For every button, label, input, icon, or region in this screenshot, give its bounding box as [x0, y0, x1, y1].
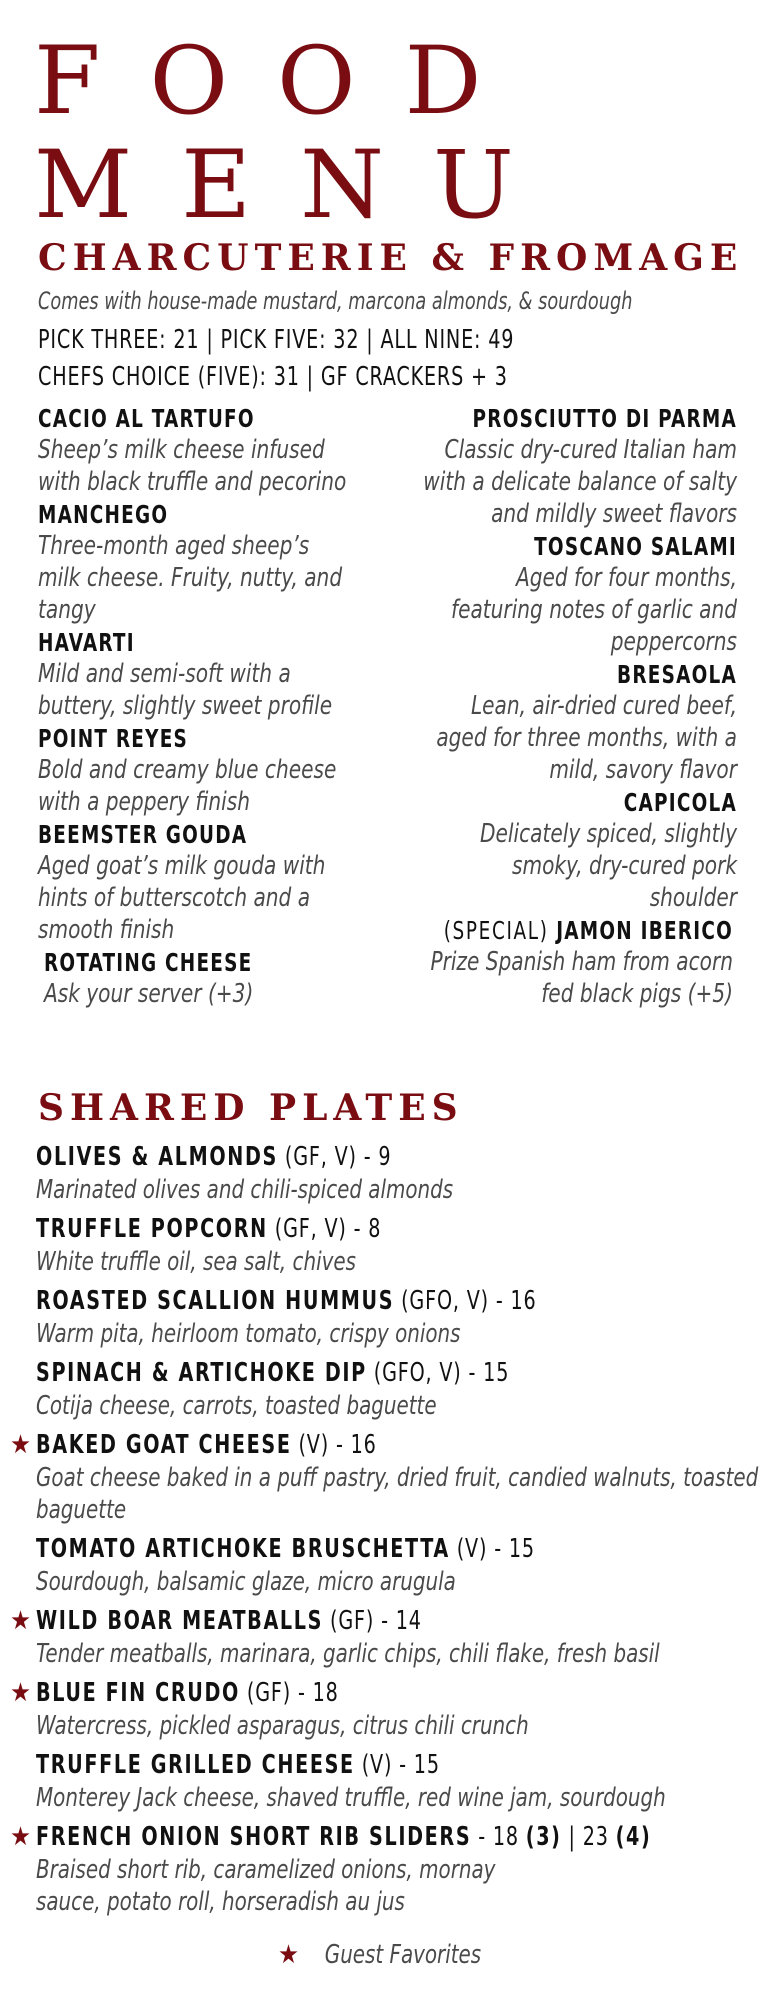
legend-label: Guest Favorites	[324, 1940, 482, 1970]
star-icon: ★	[10, 1430, 31, 1460]
item-desc: Aged for four months, featuring notes of garlic and peppercorns	[451, 563, 737, 657]
charcuterie-item	[372, 788, 737, 914]
item-desc: Prize Spanish ham from acorn fed black pigs (+5)	[430, 947, 733, 1009]
plate-info: (GFO, V) - 15	[366, 1358, 510, 1388]
title-line-2: MENU	[34, 131, 563, 240]
plate-info: - 18	[471, 1822, 526, 1852]
plate-desc: White truffle oil, sea salt, chives	[36, 1247, 356, 1277]
plate-desc: Marinated olives and chili-spiced almonds	[36, 1175, 454, 1205]
plate-name: BLUE FIN CRUDO	[36, 1678, 241, 1708]
item-desc: Bold and creamy blue cheese with a peppery finish	[38, 755, 337, 817]
plate-info: (V) - 15	[354, 1750, 440, 1780]
plate-title	[36, 1676, 626, 1710]
star-icon: ★	[10, 1678, 31, 1708]
item-name: ROTATING CHEESE	[44, 948, 253, 977]
list-item	[36, 1140, 756, 1206]
charcuterie-item	[38, 724, 403, 818]
shared-plates-heading: SHARED PLATES	[38, 1087, 464, 1129]
star-icon: ★	[10, 1606, 31, 1636]
item-name: MANCHEGO	[38, 500, 169, 529]
plate-name: TRUFFLE GRILLED CHEESE	[36, 1750, 355, 1780]
plate-name: FRENCH ONION SHORT RIB SLIDERS	[36, 1822, 472, 1852]
title-line-1: FOOD	[34, 27, 531, 136]
list-item	[10, 1676, 756, 1742]
plate-name: OLIVES & ALMONDS	[36, 1142, 279, 1172]
plate-title	[36, 1820, 652, 1854]
item-desc: Ask your server (+3)	[44, 979, 254, 1009]
plate-info: (GF, V) - 9	[278, 1142, 392, 1172]
plate-desc: Tender meatballs, marinara, garlic chips, chili flake, fresh basil	[36, 1639, 660, 1669]
item-desc: Lean, air-dried cured beef, aged for three months, with a mild, savory flavor	[436, 691, 737, 785]
list-item	[36, 1284, 756, 1350]
item-desc: Sheep’s milk cheese infused with black truffle and pecorino	[38, 435, 347, 497]
item-name: POINT REYES	[38, 724, 189, 753]
plate-desc: Braised short rib, caramelized onions, mornay sauce, potato roll, horseradish au jus	[36, 1855, 496, 1917]
item-desc: Aged goat’s milk gouda with hints of butterscotch and a smooth finish	[38, 851, 326, 945]
item-name: CAPICOLA	[623, 788, 737, 817]
plate-name: TRUFFLE POPCORN	[36, 1214, 268, 1244]
list-item	[36, 1748, 756, 1814]
item-name: BEEMSTER GOUDA	[38, 820, 248, 849]
charcuterie-item	[372, 404, 737, 530]
list-item	[36, 1356, 756, 1422]
plate-info: (GF, V) - 8	[267, 1214, 382, 1244]
item-name: CACIO AL TARTUFO	[38, 404, 255, 433]
charcuterie-item	[38, 820, 403, 946]
plate-name: BAKED GOAT CHEESE	[36, 1430, 292, 1460]
item-desc: Three-month aged sheep’s milk cheese. Fruity, nutty, and tangy	[38, 531, 343, 625]
plate-price-2: | 23	[561, 1822, 616, 1852]
plate-info: (V) - 15	[449, 1534, 535, 1564]
star-icon: ★	[10, 1822, 31, 1852]
plate-desc: Goat cheese baked in a puff pastry, dried fruit, candied walnuts, toasted baguette	[36, 1463, 759, 1525]
plate-size-1: (3)	[525, 1822, 562, 1852]
special-name: JAMON IBERICO	[556, 916, 733, 945]
item-name: BRESAOLA	[617, 660, 737, 689]
pricing-line-1: PICK THREE: 21 | PICK FIVE: 32 | ALL NINE: 49	[38, 325, 515, 355]
plate-name: TOMATO ARTICHOKE BRUSCHETTA	[36, 1534, 450, 1564]
plate-desc: Watercress, pickled asparagus, citrus chili crunch	[36, 1711, 529, 1741]
charcuterie-item	[38, 500, 403, 626]
item-desc: Mild and semi-soft with a buttery, slightly sweet profile	[38, 659, 333, 721]
charcuterie-item	[38, 404, 403, 498]
plate-info: (GFO, V) - 16	[394, 1286, 537, 1316]
charcuterie-item	[372, 660, 737, 786]
plate-info: (GF) - 18	[240, 1678, 339, 1708]
plate-info: (GF) - 14	[323, 1606, 422, 1636]
item-name: TOSCANO SALAMI	[534, 532, 737, 561]
charcuterie-heading: CHARCUTERIE & FROMAGE	[38, 237, 744, 279]
plate-desc: Cotija cheese, carrots, toasted baguette	[36, 1391, 437, 1421]
cheese-column	[38, 404, 403, 1012]
meat-column	[372, 404, 737, 1012]
charcuterie-item	[38, 628, 403, 722]
star-icon: ★	[278, 1940, 300, 1970]
item-name: PROSCIUTTO DI PARMA	[472, 404, 737, 433]
plate-title	[36, 1748, 626, 1782]
pricing-line-2: CHEFS CHOICE (FIVE): 31 | GF CRACKERS + 3	[38, 362, 508, 392]
charcuterie-item	[372, 532, 737, 658]
plate-desc: Sourdough, balsamic glaze, micro arugula	[36, 1567, 456, 1597]
plate-desc: Monterey Jack cheese, shaved truffle, red wine jam, sourdough	[36, 1783, 666, 1813]
plate-title	[36, 1140, 626, 1174]
plate-info: (V) - 16	[291, 1430, 377, 1460]
plate-title	[36, 1356, 626, 1390]
shared-plates-list	[10, 1140, 759, 1924]
plate-title	[36, 1284, 626, 1318]
item-desc: Delicately spiced, slightly smoky, dry-cured pork shoulder	[480, 819, 737, 913]
plate-name: ROASTED SCALLION HUMMUS	[36, 1286, 395, 1316]
plate-title	[36, 1428, 626, 1462]
list-item	[10, 1604, 756, 1670]
plate-name: SPINACH & ARTICHOKE DIP	[36, 1358, 367, 1388]
item-desc: Classic dry-cured Italian ham with a delicate balance of salty and mildly sweet flavors	[423, 435, 737, 529]
plate-title	[36, 1532, 626, 1566]
plate-title	[36, 1604, 626, 1638]
item-name	[437, 916, 733, 946]
list-item	[10, 1428, 759, 1526]
special-prefix: (SPECIAL)	[443, 916, 549, 945]
plate-title	[36, 1212, 626, 1246]
item-name: HAVARTI	[38, 628, 135, 657]
list-item	[36, 1532, 756, 1598]
plate-size-2: (4)	[615, 1822, 652, 1852]
list-item	[36, 1212, 756, 1278]
page-title	[34, 27, 563, 240]
charcuterie-item	[38, 948, 403, 1010]
legend	[0, 1940, 773, 1970]
plate-name: WILD BOAR MEATBALLS	[36, 1606, 324, 1636]
charcuterie-subtitle: Comes with house-made mustard, marcona almonds, & sourdough	[38, 287, 633, 315]
charcuterie-item	[372, 916, 737, 1010]
list-item	[10, 1820, 756, 1918]
plate-desc: Warm pita, heirloom tomato, crispy onions	[36, 1319, 461, 1349]
